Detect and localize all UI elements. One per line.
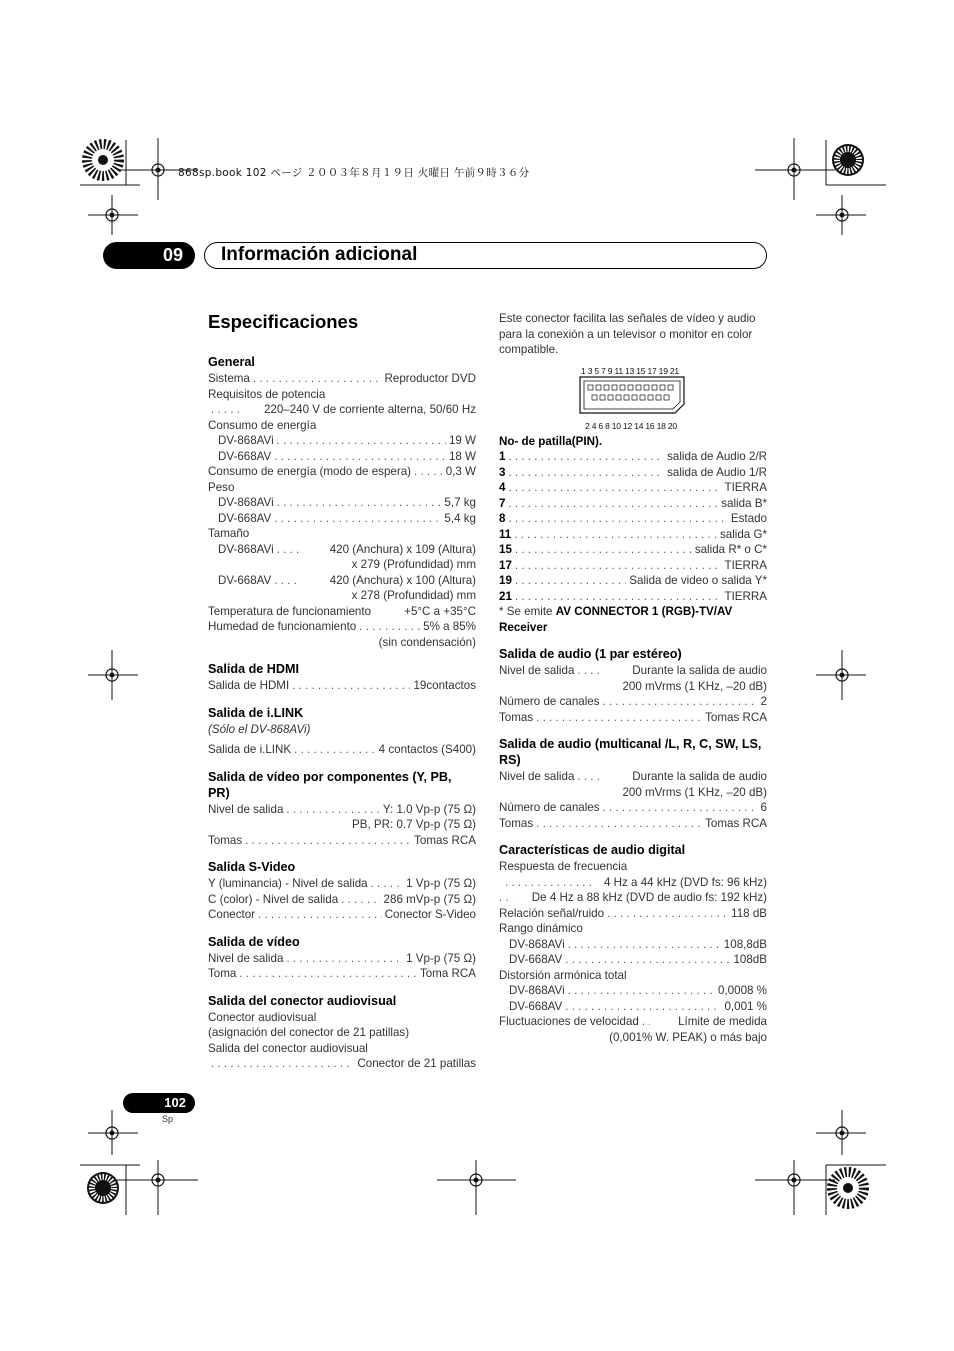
- spec-row: Sistema . . . Reproductor DVD: [208, 371, 476, 387]
- spec-row: Fluctuaciones de velocidad . . . Límite de medida: [499, 1014, 767, 1030]
- spec-row: Número de canales . . . 2: [499, 694, 767, 710]
- pin-row: 15 . . . salida R* o C*: [499, 542, 767, 558]
- spec-row: DV-868AVi . . . 0,0008 %: [499, 983, 767, 999]
- spec-row: Tomas . . . Tomas RCA: [499, 816, 767, 832]
- page-language: Sp: [162, 1114, 174, 1124]
- spec-row: . . . De 4 Hz a 88 kHz (DVD de audio fs: 192 kHz): [499, 890, 767, 906]
- pin-row: 1 . . . salida de Audio 2/R: [499, 449, 767, 465]
- pin-row: 3 . . . salida de Audio 1/R: [499, 465, 767, 481]
- spec-value-cont: x 279 (Profundidad) mm: [351, 558, 476, 571]
- spec-row: Consumo de energía (modo de espera) . . . 0,3 W: [208, 464, 476, 480]
- pin-list: [499, 449, 767, 604]
- right-column: [499, 311, 767, 1045]
- pin-heading: No- de patilla(PIN).: [499, 434, 603, 448]
- spec-row: . . . 4 Hz a 44 kHz (DVD fs: 96 kHz): [499, 875, 767, 891]
- print-header: 868sp.book 102 ページ ２００３年８月１９日 火曜日 午前９時３６分: [178, 167, 530, 179]
- spec-label: Requisitos de potencia: [208, 387, 326, 401]
- spec-label: Respuesta de frecuencia: [499, 860, 628, 873]
- pin-numbers-bottom: 2 4 6 8 10 12 14 16 18 20: [585, 420, 677, 431]
- spec-row: Temperatura de funcionamiento +5°C a +35°C: [208, 604, 476, 618]
- pin-numbers-top: 1 3 5 7 9 11 13 15 17 19 21: [581, 365, 679, 376]
- spec-value-cont: (sin condensación): [378, 635, 476, 649]
- audio-stereo-heading: Salida de audio (1 par estéreo): [499, 647, 682, 661]
- spec-row: Nivel de salida . . . 1 Vp-p (75 Ω): [208, 951, 476, 967]
- spec-row: Nivel de salida . . . Y: 1.0 Vp-p (75 Ω): [208, 802, 476, 818]
- component-heading: Salida de vídeo por componentes (Y, PB, PR): [208, 769, 452, 800]
- hdmi-heading: Salida de HDMI: [208, 662, 299, 676]
- spec-row: DV-668AV . . . 420 (Anchura) x 100 (Altura): [208, 573, 476, 589]
- pin-row: 7 . . . salida B*: [499, 496, 767, 512]
- pin-row: 21 . . . TIERRA: [499, 589, 767, 605]
- spec-label: Conector audiovisual: [208, 1010, 317, 1024]
- scart-connector-diagram: [499, 364, 767, 434]
- spec-row: . . . Conector de 21 patillas: [208, 1056, 476, 1072]
- spec-row: Conector . . . Conector S-Video: [208, 907, 476, 923]
- pin-row: 4 . . . TIERRA: [499, 480, 767, 496]
- page-title: Especificaciones: [208, 311, 359, 332]
- spec-row: C (color) - Nivel de salida . . . 286 mVp-p (75 Ω): [208, 892, 476, 908]
- spec-row: Número de canales . . . 6: [499, 800, 767, 816]
- pin-row: 19 . . . Salida de video o salida Y*: [499, 573, 767, 589]
- spec-row: Toma . . . Toma RCA: [208, 966, 476, 982]
- spec-row: DV-868AVi . . . 420 (Anchura) x 109 (Altura): [208, 542, 476, 558]
- chapter-title: Información adicional: [221, 244, 418, 265]
- spec-row: DV-668AV . . . 5,4 kg: [208, 511, 476, 527]
- digital-heading: Características de audio digital: [499, 843, 686, 857]
- spec-row: DV-868AVi . . . 5,7 kg: [208, 495, 476, 511]
- ilink-heading: Salida de i.LINK: [208, 705, 304, 720]
- ilink-note: (Sólo el DV-868AVi): [208, 722, 311, 736]
- left-column: [208, 311, 476, 1072]
- spec-label: Rango dinámico: [499, 922, 583, 935]
- spec-value-cont: PB, PR: 0.7 Vp-p (75 Ω): [351, 818, 476, 831]
- spec-label: Salida del conector audiovisual: [208, 1041, 368, 1055]
- pin-row: 8 . . . Estado: [499, 511, 767, 527]
- scart-connector-icon: [579, 376, 685, 414]
- spec-row: Tomas . . . Tomas RCA: [208, 833, 476, 849]
- general-heading: General: [208, 355, 255, 369]
- spec-row: DV-868AVi . . . 108,8dB: [499, 937, 767, 953]
- spec-row: DV-868AVi . . . 19 W: [208, 433, 476, 449]
- spec-row: Nivel de salida . . . Durante la salida de audio: [499, 663, 767, 679]
- spec-row: Humedad de funcionamiento . . . 5% a 85%: [208, 619, 476, 635]
- chapter-header: [204, 242, 767, 269]
- video-heading: Salida de vídeo: [208, 934, 300, 949]
- spec-row: Relación señal/ruido . . . 118 dB: [499, 906, 767, 922]
- spec-label: Peso: [208, 480, 235, 494]
- av-heading: Salida del conector audiovisual: [208, 993, 397, 1008]
- pin-row: 17 . . . TIERRA: [499, 558, 767, 574]
- page-number: 102: [123, 1093, 195, 1113]
- chapter-number: 09: [103, 242, 195, 269]
- spec-row: Salida de i.LINK . . . 4 contactos (S400): [208, 742, 476, 758]
- spec-row: . . . 220–240 V de corriente alterna, 50/60 Hz: [208, 402, 476, 418]
- spec-row: Tomas . . . Tomas RCA: [499, 710, 767, 726]
- spec-row: Nivel de salida . . . Durante la salida de audio: [499, 769, 767, 785]
- spec-row: DV-668AV . . . 108dB: [499, 952, 767, 968]
- spec-row: DV-668AV . . . 18 W: [208, 449, 476, 465]
- spec-row: Salida de HDMI . . . 19contactos: [208, 678, 476, 694]
- spec-label: (asignación del conector de 21 patillas): [208, 1026, 410, 1039]
- spec-value-cont: 200 mVrms (1 KHz, –20 dB): [622, 785, 767, 799]
- spec-label: Distorsión armónica total: [499, 968, 627, 982]
- scart-intro: Este conector facilita las señales de vídeo y audio para la conexión a un televisor o monitor en color compatible.: [499, 312, 756, 356]
- pin-row: 11 . . . salida G*: [499, 527, 767, 543]
- spec-row: Y (luminancia) - Nivel de salida . . . 1 Vp-p (75 Ω): [208, 876, 476, 892]
- audio-multi-heading: Salida de audio (multicanal /L, R, C, SW, LS, RS): [499, 737, 762, 767]
- spec-row: DV-668AV . . . 0,001 %: [499, 999, 767, 1015]
- spec-value-cont: (0,001% W. PEAK) o más bajo: [609, 1030, 767, 1044]
- pin-footnote: * Se emite AV CONNECTOR 1 (RGB)-TV/AV Receiver: [499, 605, 733, 634]
- spec-label: Consumo de energía: [208, 418, 317, 432]
- spec-value-cont: x 278 (Profundidad) mm: [351, 589, 476, 602]
- spec-label: Tamaño: [208, 527, 250, 540]
- spec-value-cont: 200 mVrms (1 KHz, –20 dB): [622, 679, 767, 693]
- svideo-heading: Salida S-Video: [208, 860, 296, 874]
